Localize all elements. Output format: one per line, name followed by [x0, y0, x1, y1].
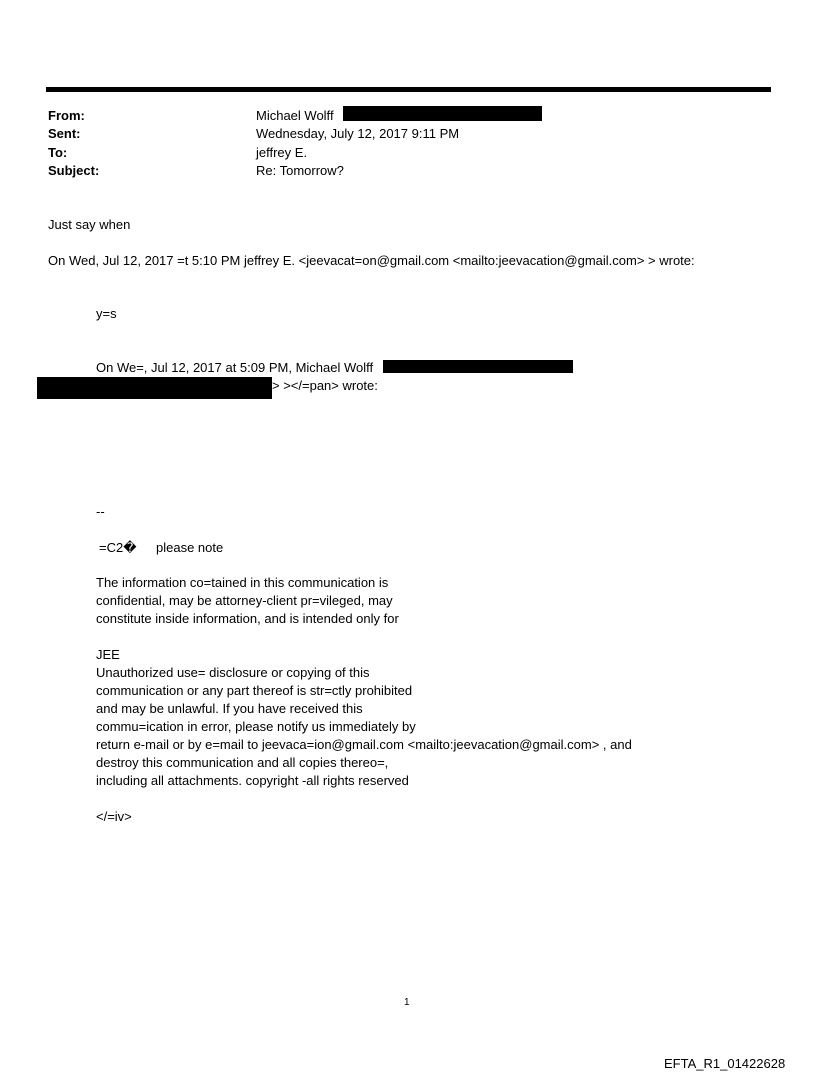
redaction-box	[343, 106, 542, 121]
note-prefix: =C2�	[99, 540, 137, 555]
quote-intro: On Wed, Jul 12, 2017 =t 5:10 PM jeffrey E. <jeevacat=on@gmail.com <mailto:jeevacation@gmail.com> > wrote:	[48, 253, 695, 268]
sent-value: Wednesday, July 12, 2017 9:11 PM	[256, 126, 460, 141]
disclaimer-line: communication or any part thereof is str=ctly prohibited	[96, 683, 413, 698]
signature-separator: --	[96, 504, 105, 519]
disclaimer-line: destroy this communication and all copies thereo=,	[96, 755, 389, 770]
document-id: EFTA_R1_01422628	[664, 1056, 786, 1071]
reply-text: Just say when	[48, 217, 131, 232]
disclaimer-line: return e-mail or by e=mail to jeevaca=ion@gmail.com <mailto:jeevacation@gmail.com> , and	[96, 737, 632, 752]
to-value: jeffrey E.	[256, 145, 308, 160]
from-value: Michael Wolff	[256, 108, 334, 123]
closing-tag: </=iv>	[96, 809, 132, 824]
disclaimer-line: commu=ication in error, please notify us immediately by	[96, 719, 416, 734]
disclaimer-line: Unauthorized use= disclosure or copying of this	[96, 665, 370, 680]
redaction-box	[383, 360, 573, 373]
nested-intro-line2: > ></=pan> wrote:	[272, 378, 378, 393]
disclaimer-line: The information co=tained in this communication is	[96, 575, 389, 590]
subject-label: Subject:	[48, 163, 100, 178]
nested-reply: y=s	[96, 306, 117, 321]
page-number: 1	[404, 997, 410, 1008]
nested-intro-line1: On We=, Jul 12, 2017 at 5:09 PM, Michael Wolff	[96, 360, 374, 375]
to-label: To:	[48, 145, 68, 160]
note-text: please note	[156, 540, 224, 555]
redaction-box	[37, 377, 272, 399]
disclaimer-line: including all attachments. copyright -all rights reserved	[96, 773, 409, 788]
from-label: From:	[48, 108, 85, 123]
jee-text: JEE	[96, 647, 120, 662]
header-rule	[46, 87, 771, 92]
subject-value: Re: Tomorrow?	[256, 163, 344, 178]
sent-label: Sent:	[48, 126, 81, 141]
disclaimer-line: confidential, may be attorney-client pr=vileged, may	[96, 593, 393, 608]
disclaimer-line: and may be unlawful. If you have received this	[96, 701, 363, 716]
disclaimer-line: constitute inside information, and is intended only for	[96, 611, 399, 626]
